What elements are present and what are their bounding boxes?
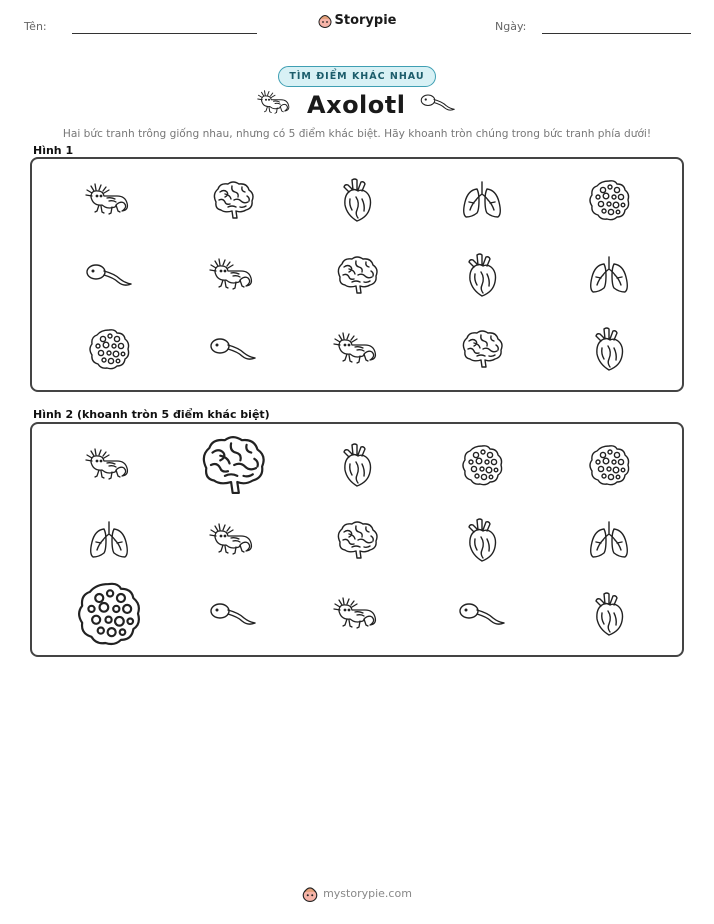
lungs-icon <box>587 255 631 295</box>
picture2-cell-r1-c5[interactable] <box>549 429 669 501</box>
picture2-cell-r3-c4[interactable] <box>422 578 542 650</box>
picture2-cell-r3-c5[interactable] <box>549 578 669 650</box>
instructions: Hai bức tranh trông giống nhau, nhưng có 5 điểm khác biệt. Hãy khoanh tròn chúng trong bức tranh phía dưới! <box>62 128 652 140</box>
picture1-cell-r2-c5[interactable] <box>549 239 669 311</box>
heart-icon <box>340 442 374 488</box>
axolotl-icon <box>333 597 381 631</box>
name-field-line[interactable] <box>72 33 257 34</box>
egg-cluster-icon <box>88 328 130 370</box>
title-left-icon <box>257 90 293 120</box>
tadpole-icon <box>208 335 258 363</box>
lungs-icon <box>87 520 131 560</box>
footer <box>0 884 714 902</box>
axolotl-icon <box>85 448 133 482</box>
picture2-cell-r2-c3[interactable] <box>297 504 417 576</box>
picture1-cell-r1-c3[interactable] <box>297 164 417 236</box>
picture1-cell-r1-c1[interactable] <box>49 164 169 236</box>
worksheet-title: Axolotl <box>307 90 406 119</box>
picture2-cell-r3-c3[interactable] <box>297 578 417 650</box>
heart-icon <box>465 517 499 563</box>
axolotl-icon <box>333 332 381 366</box>
title-row <box>0 90 714 120</box>
picture1-cell-r1-c2[interactable] <box>173 164 293 236</box>
picture2-cell-r1-c4[interactable] <box>422 429 542 501</box>
badge-wrap <box>0 66 714 87</box>
activity-badge: TÌM ĐIỂM KHÁC NHAU <box>278 66 435 87</box>
egg-cluster-icon <box>76 581 141 646</box>
picture1-cell-r3-c1[interactable] <box>49 313 169 385</box>
picture1-cell-r3-c5[interactable] <box>549 313 669 385</box>
picture2-cell-r1-c3[interactable] <box>297 429 417 501</box>
picture1-cell-r3-c2[interactable] <box>173 313 293 385</box>
brain-icon <box>334 520 380 560</box>
brain-icon <box>334 255 380 295</box>
picture2-label: Hình 2 (khoanh tròn 5 điểm khác biệt) <box>33 408 270 421</box>
brain-icon <box>197 434 268 496</box>
storypie-footer-mascot-icon <box>302 884 318 902</box>
title-right-icon <box>419 92 457 117</box>
picture2-cell-r1-c1[interactable] <box>49 429 169 501</box>
picture1-cell-r3-c3[interactable] <box>297 313 417 385</box>
brand-logo <box>0 12 714 28</box>
axolotl-icon <box>209 523 257 557</box>
heart-icon <box>465 252 499 298</box>
tadpole-icon <box>457 600 507 628</box>
picture1-panel[interactable] <box>30 157 684 392</box>
picture1-label: Hình 1 <box>33 144 74 157</box>
axolotl-icon <box>209 258 257 292</box>
picture2-cell-r1-c2[interactable] <box>173 429 293 501</box>
lungs-icon <box>587 520 631 560</box>
heart-icon <box>592 326 626 372</box>
picture2-cell-r2-c1[interactable] <box>49 504 169 576</box>
heart-icon <box>340 177 374 223</box>
picture1-cell-r1-c5[interactable] <box>549 164 669 236</box>
axolotl-icon <box>85 183 133 217</box>
egg-cluster-icon <box>588 444 630 486</box>
storypie-mascot-icon <box>318 12 332 28</box>
picture2-cell-r3-c2[interactable] <box>173 578 293 650</box>
picture2-cell-r3-c1[interactable] <box>49 578 169 650</box>
axolotl-icon <box>257 90 293 116</box>
picture2-cell-r2-c5[interactable] <box>549 504 669 576</box>
brand-name: Storypie <box>334 12 397 28</box>
tadpole-icon <box>208 600 258 628</box>
date-label: Ngày: <box>495 20 527 33</box>
brain-icon <box>459 329 505 369</box>
egg-cluster-icon <box>461 444 503 486</box>
picture1-cell-r3-c4[interactable] <box>422 313 542 385</box>
picture2-panel[interactable] <box>30 422 684 657</box>
heart-icon <box>592 591 626 637</box>
picture1-cell-r2-c1[interactable] <box>49 239 169 311</box>
footer-url[interactable]: mystorypie.com <box>323 886 412 900</box>
picture1-cell-r2-c4[interactable] <box>422 239 542 311</box>
picture2-cell-r2-c2[interactable] <box>173 504 293 576</box>
date-field-line[interactable] <box>542 33 691 34</box>
tadpole-icon <box>419 92 457 113</box>
picture1-cell-r2-c2[interactable] <box>173 239 293 311</box>
name-label: Tên: <box>24 20 47 33</box>
egg-cluster-icon <box>588 179 630 221</box>
picture1-cell-r2-c3[interactable] <box>297 239 417 311</box>
tadpole-icon <box>84 261 134 289</box>
picture2-cell-r2-c4[interactable] <box>422 504 542 576</box>
brain-icon <box>210 180 256 220</box>
picture1-cell-r1-c4[interactable] <box>422 164 542 236</box>
lungs-icon <box>460 180 504 220</box>
